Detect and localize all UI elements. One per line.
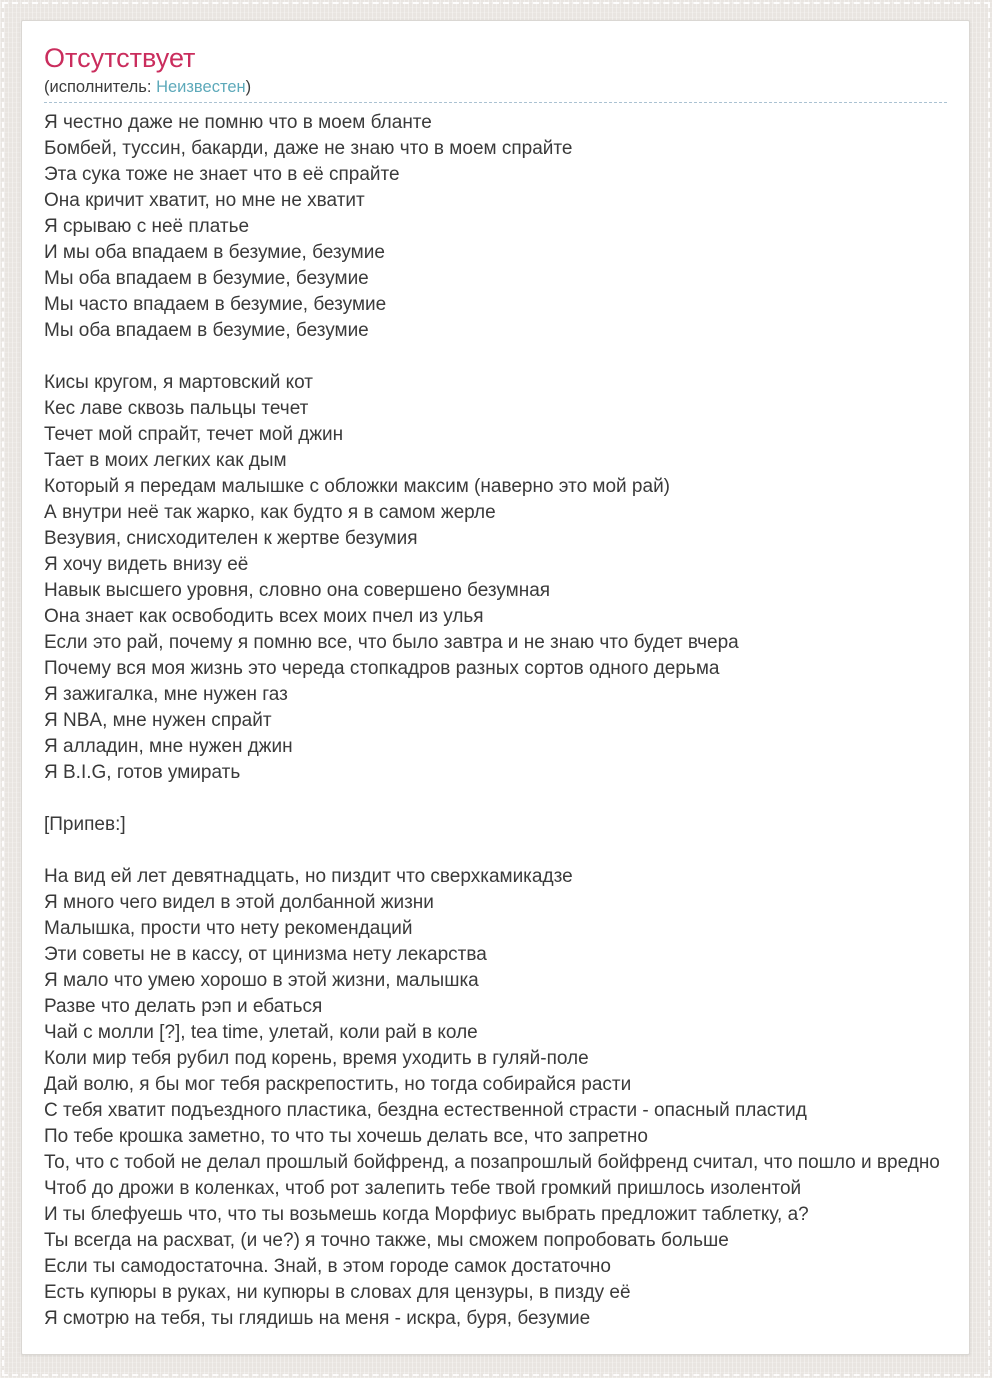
lyric-line: А внутри неё так жарко, как будто я в самом жерле — [44, 502, 496, 523]
lyric-line: Навык высшего уровня, словно она совершено безумная — [44, 580, 551, 601]
blank-line — [44, 786, 947, 812]
lyric-line: Я зажигалка, мне нужен газ — [44, 684, 288, 705]
lyric-line: Тает в моих легких как дым — [44, 450, 287, 471]
lyric-line: Который я передам малышке с обложки максим (наверно это мой рай) — [44, 476, 671, 497]
lyric-line: Я смотрю на тебя, ты глядишь на меня - искра, буря, безумие — [44, 1308, 591, 1329]
lyric-line: Течет мой спрайт, течет мой джин — [44, 424, 344, 445]
lyrics-card — [21, 20, 970, 1355]
lyric-line: Если ты самодостаточна. Знай, в этом городе самок достаточно — [44, 1256, 611, 1277]
artist-label-suffix: ) — [245, 78, 252, 96]
lyric-line: Есть купюры в руках, ни купюры в словах для цензуры, в пизду её — [44, 1282, 631, 1303]
lyric-line: Я NBA, мне нужен спрайт — [44, 710, 272, 731]
lyric-line: И мы оба впадаем в безумие, безумие — [44, 242, 385, 263]
lyric-line: Эти советы не в кассу, от цинизма нету лекарства — [44, 944, 487, 965]
lyric-line: С тебя хватит подъездного пластика, бездна естественной страсти - опасный пластид — [44, 1100, 807, 1121]
lyric-line: Если это рай, почему я помню все, что было завтра и не знаю что будет вчера — [44, 632, 739, 653]
lyric-line: Я B.I.G, готов умирать — [44, 762, 241, 783]
lyric-line: Я мало что умею хорошо в этой жизни, малышка — [44, 970, 479, 991]
lyric-line: То, что с тобой не делал прошлый бойфренд, а позапрошлый бойфренд считал, что пошло и вредно — [44, 1152, 940, 1173]
lyric-line: Мы оба впадаем в безумие, безумие — [44, 320, 369, 341]
lyric-line: Везувия, снисходителен к жертве безумия — [44, 528, 418, 549]
lyric-line: Я честно даже не помню что в моем бланте — [44, 112, 432, 133]
lyric-line: Она кричит хватит, но мне не хватит — [44, 190, 365, 211]
lyric-line: Я много чего видел в этой долбанной жизни — [44, 892, 434, 913]
artist-link[interactable]: Неизвестен — [156, 78, 246, 96]
blank-line — [44, 838, 947, 864]
lyric-line: [Припев:] — [44, 814, 126, 835]
lyric-line: Я алладин, мне нужен джин — [44, 736, 293, 757]
lyric-line: Мы часто впадаем в безумие, безумие — [44, 294, 387, 315]
lyric-line: Я хочу видеть внизу её — [44, 554, 249, 575]
lyric-line: Почему вся моя жизнь это череда стопкадров разных сортов одного дерьма — [44, 658, 720, 679]
blank-line — [44, 344, 947, 370]
lyric-line: Чай с молли [?], tea time, улетай, коли рай в коле — [44, 1022, 478, 1043]
lyric-line: Я срываю с неё платье — [44, 216, 250, 237]
lyric-line: Кисы кругом, я мартовский кот — [44, 372, 313, 393]
lyrics-text — [44, 110, 947, 1332]
lyric-line: Кес лаве сквозь пальцы течет — [44, 398, 309, 419]
lyric-line: И ты блефуешь что, что ты возьмешь когда Морфиус выбрать предложит таблетку, а? — [44, 1204, 809, 1225]
lyric-line: Эта сука тоже не знает что в её спрайте — [44, 164, 400, 185]
lyric-line: Бомбей, туссин, бакарди, даже не знаю что в моем спрайте — [44, 138, 573, 159]
artist-row — [44, 77, 947, 103]
lyric-line: Ты всегда на расхват, (и че?) я точно также, мы сможем попробовать больше — [44, 1230, 729, 1251]
page-title: Отсутствует — [44, 43, 196, 73]
lyric-line: Малышка, прости что нету рекомендаций — [44, 918, 413, 939]
lyric-line: На вид ей лет девятнадцать, но пиздит что сверхкамикадзе — [44, 866, 573, 887]
lyric-line: Коли мир тебя рубил под корень, время уходить в гуляй-поле — [44, 1048, 589, 1069]
lyric-line: Чтоб до дрожи в коленках, чтоб рот залепить тебе твой громкий пришлось изолентой — [44, 1178, 802, 1199]
lyric-line: Разве что делать рэп и ебаться — [44, 996, 323, 1017]
lyric-line: Мы оба впадаем в безумие, безумие — [44, 268, 369, 289]
artist-label: (исполнитель: — [44, 78, 157, 96]
lyric-line: Она знает как освободить всех моих пчел из улья — [44, 606, 484, 627]
lyric-line: По тебе крошка заметно, то что ты хочешь делать все, что запретно — [44, 1126, 648, 1147]
lyric-line: Дай волю, я бы мог тебя раскрепостить, но тогда собирайся расти — [44, 1074, 632, 1095]
